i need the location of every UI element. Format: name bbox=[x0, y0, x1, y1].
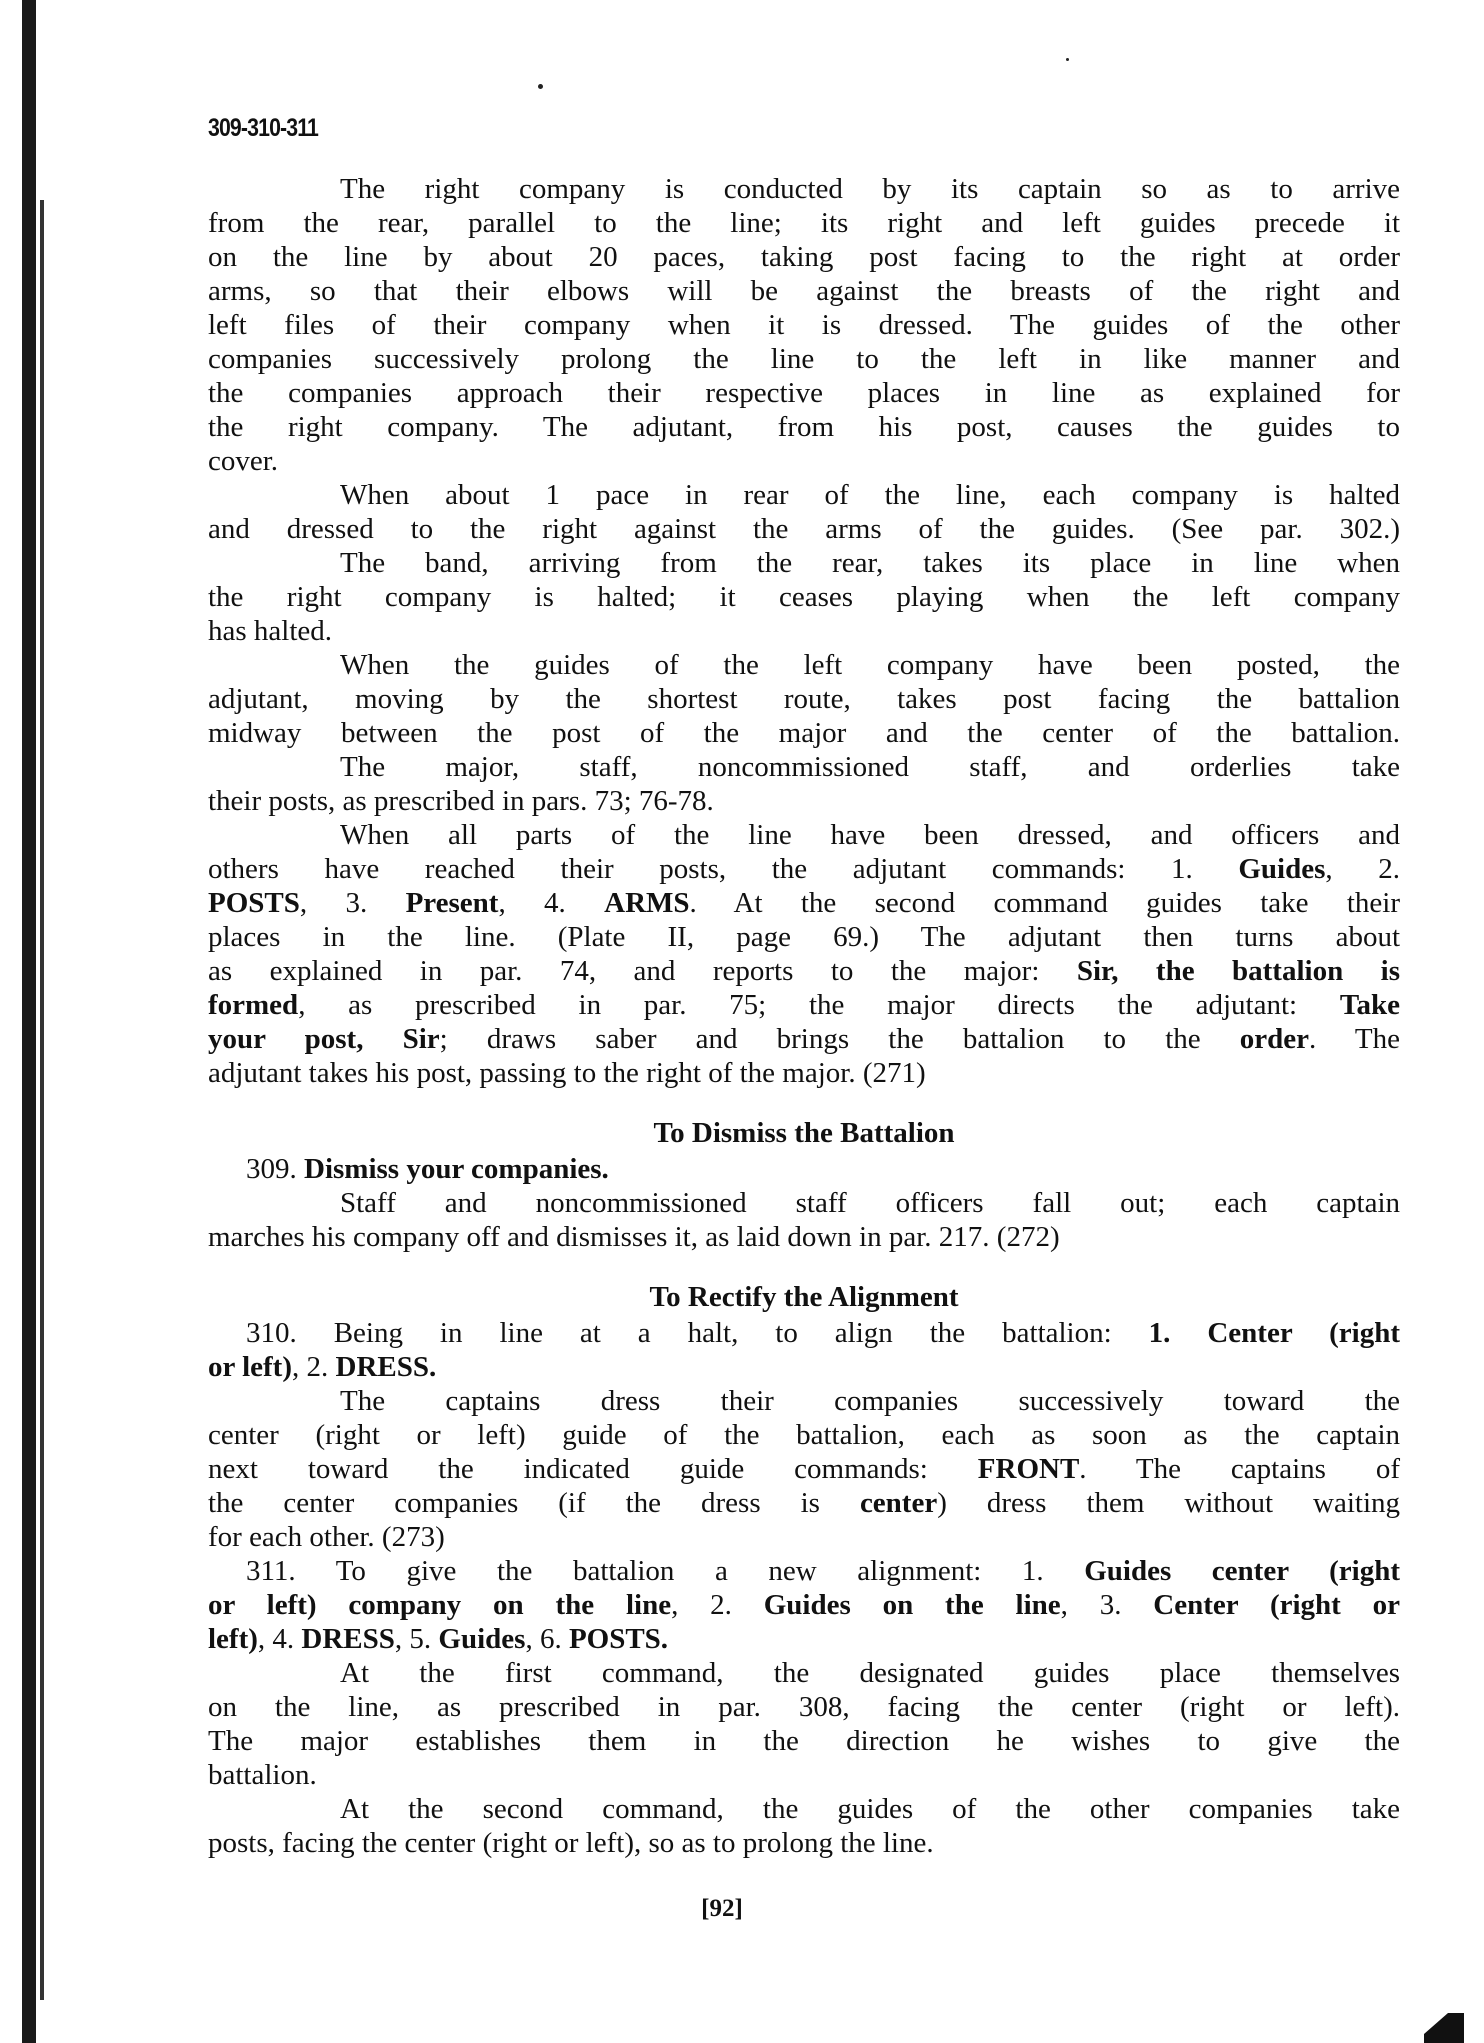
text-run: midway between the post of the major and the center of the battalion. bbox=[208, 717, 1400, 749]
bold-command-text: Dismiss your companies. bbox=[304, 1153, 609, 1185]
text-line bbox=[208, 784, 1400, 818]
text-run: on the line, as prescribed in par. 308, facing the center (right or left). bbox=[208, 1691, 1400, 1723]
text-line bbox=[208, 1826, 1400, 1860]
text-line bbox=[208, 274, 1400, 308]
text-run: adjutant takes his post, passing to the right of the major. (271) bbox=[208, 1057, 926, 1089]
text-run: ) dress them without waiting bbox=[937, 1487, 1401, 1519]
bold-command-text: Guides center (right bbox=[1084, 1555, 1400, 1587]
bold-command-text: order bbox=[1239, 1023, 1310, 1055]
bold-command-text: Present bbox=[405, 887, 499, 919]
scan-corner-mark bbox=[1424, 2013, 1464, 2043]
text-run: , 3. bbox=[1060, 1589, 1154, 1621]
bold-command-text: or left) bbox=[208, 1351, 292, 1383]
text-run: The major, staff, noncommissioned staff, and orderlies take bbox=[340, 751, 1400, 783]
text-run: The right company is conducted by its captain so as to arrive bbox=[340, 173, 1400, 205]
text-line bbox=[208, 1056, 1400, 1090]
text-run: others have reached their posts, the adjutant commands: 1. bbox=[208, 853, 1239, 885]
text-line bbox=[208, 954, 1400, 988]
bold-command-text: ARMS bbox=[604, 887, 690, 919]
text-run: the right company is halted; it ceases playing when the left company bbox=[208, 581, 1400, 613]
text-line bbox=[208, 886, 1400, 920]
text-run: The captains dress their companies successively toward the bbox=[340, 1385, 1400, 1417]
text-run: Staff and noncommissioned staff officers fall out; each captain bbox=[340, 1187, 1400, 1219]
scan-speck bbox=[538, 84, 543, 89]
text-line bbox=[208, 1316, 1400, 1350]
bold-command-text: left) bbox=[208, 1623, 258, 1655]
text-run: 310. Being in line at a halt, to align the battalion: bbox=[246, 1317, 1149, 1349]
bold-command-text: Guides on the line bbox=[763, 1589, 1061, 1621]
text-run: battalion. bbox=[208, 1759, 317, 1791]
text-run: 309. bbox=[246, 1153, 304, 1185]
text-run: The band, arriving from the rear, takes its place in line when bbox=[340, 547, 1400, 579]
bold-command-text: Sir, the battalion is bbox=[1076, 955, 1400, 987]
bold-command-text: DRESS bbox=[301, 1623, 395, 1655]
text-run: cover. bbox=[208, 445, 279, 477]
text-line bbox=[208, 852, 1400, 886]
text-line bbox=[208, 920, 1400, 954]
text-line bbox=[208, 1554, 1400, 1588]
text-line bbox=[208, 580, 1400, 614]
text-run: , 4. bbox=[257, 1623, 302, 1655]
text-line bbox=[208, 1384, 1400, 1418]
text-line bbox=[208, 308, 1400, 342]
text-run: To Rectify the Alignment bbox=[649, 1281, 959, 1313]
text-run: . The captains of bbox=[1079, 1453, 1400, 1485]
text-line bbox=[208, 614, 1400, 648]
text-line bbox=[208, 410, 1400, 444]
text-line bbox=[208, 818, 1400, 852]
scan-border bbox=[22, 0, 36, 2043]
page-footer bbox=[0, 1895, 1484, 1923]
bold-command-text: Center (right or bbox=[1153, 1589, 1401, 1621]
text-line bbox=[208, 1022, 1400, 1056]
text-run: To Dismiss the Battalion bbox=[653, 1117, 955, 1149]
text-line bbox=[208, 1622, 1400, 1656]
text-line bbox=[208, 1758, 1400, 1792]
text-run: At the second command, the guides of the other companies take bbox=[340, 1793, 1400, 1825]
bold-command-text: center bbox=[859, 1487, 938, 1519]
text-line bbox=[208, 1418, 1400, 1452]
text-line bbox=[208, 682, 1400, 716]
text-run: marches his company off and dismisses it, as laid down in par. 217. (272) bbox=[208, 1221, 1060, 1253]
text-line bbox=[208, 1220, 1400, 1254]
text-run: , 4. bbox=[498, 887, 605, 919]
text-run: next toward the indicated guide commands: bbox=[208, 1453, 978, 1485]
bold-command-text: POSTS bbox=[208, 887, 300, 919]
text-line bbox=[208, 1656, 1400, 1690]
bold-command-text: DRESS. bbox=[335, 1351, 437, 1383]
bold-command-text: POSTS. bbox=[568, 1623, 669, 1655]
text-line bbox=[208, 1350, 1400, 1384]
text-line bbox=[208, 1792, 1400, 1826]
text-line bbox=[208, 1588, 1400, 1622]
text-line bbox=[208, 1724, 1400, 1758]
text-run: companies successively prolong the line to the left in like manner and bbox=[208, 343, 1400, 375]
text-line bbox=[208, 342, 1400, 376]
text-run: , 5. bbox=[394, 1623, 439, 1655]
text-line bbox=[208, 376, 1400, 410]
text-run: as explained in par. 74, and reports to the major: bbox=[208, 955, 1077, 987]
text-run: At the first command, the designated guides place themselves bbox=[340, 1657, 1400, 1689]
text-line bbox=[208, 172, 1400, 206]
text-run: the center companies (if the dress is bbox=[208, 1487, 860, 1519]
scan-border-inner bbox=[40, 200, 44, 2000]
text-line bbox=[208, 512, 1400, 546]
bold-command-text: Guides bbox=[438, 1623, 526, 1655]
text-run: the companies approach their respective places in line as explained for bbox=[208, 377, 1400, 409]
text-line bbox=[208, 1486, 1400, 1520]
text-run: their posts, as prescribed in pars. 73; 76-78. bbox=[208, 785, 714, 817]
text-run: , 6. bbox=[525, 1623, 569, 1655]
page-number: [92] bbox=[701, 1895, 743, 1922]
text-run: arms, so that their elbows will be against the breasts of the right and bbox=[208, 275, 1400, 307]
text-run: posts, facing the center (right or left), so as to prolong the line. bbox=[208, 1827, 934, 1859]
text-line bbox=[208, 206, 1400, 240]
text-run: When about 1 pace in rear of the line, each company is halted bbox=[340, 479, 1400, 511]
text-line bbox=[208, 648, 1400, 682]
text-run: and dressed to the right against the arms of the guides. (See par. 302.) bbox=[208, 513, 1400, 545]
scan-speck bbox=[1066, 58, 1069, 61]
text-run: When all parts of the line have been dressed, and officers and bbox=[340, 819, 1400, 851]
text-run: , 2. bbox=[1325, 853, 1400, 885]
page-body bbox=[208, 172, 1400, 1860]
text-run: center (right or left) guide of the battalion, each as soon as the captain bbox=[208, 1419, 1400, 1451]
text-line bbox=[208, 716, 1400, 750]
text-line bbox=[208, 1152, 1400, 1186]
bold-command-text: FRONT bbox=[977, 1453, 1080, 1485]
text-line bbox=[208, 478, 1400, 512]
text-run: adjutant, moving by the shortest route, takes post facing the battalion bbox=[208, 683, 1400, 715]
bold-command-text: formed bbox=[208, 989, 299, 1021]
text-run: . The bbox=[1309, 1023, 1401, 1055]
text-run: the right company. The adjutant, from his post, causes the guides to bbox=[208, 411, 1400, 443]
text-line bbox=[208, 1452, 1400, 1486]
text-run: from the rear, parallel to the line; its right and left guides precede it bbox=[208, 207, 1400, 239]
text-run: , as prescribed in par. 75; the major directs the adjutant: bbox=[298, 989, 1340, 1021]
text-run: for each other. (273) bbox=[208, 1521, 445, 1553]
bold-command-text: your post, Sir bbox=[208, 1023, 440, 1055]
text-run: on the line by about 20 paces, taking post facing to the right at order bbox=[208, 241, 1400, 273]
text-run: places in the line. (Plate II, page 69.) The adjutant then turns about bbox=[208, 921, 1400, 953]
text-line bbox=[208, 240, 1400, 274]
text-run: has halted. bbox=[208, 615, 333, 647]
text-run: , 2. bbox=[292, 1351, 336, 1383]
text-line bbox=[208, 1690, 1400, 1724]
text-run: left files of their company when it is dressed. The guides of the other bbox=[208, 309, 1400, 341]
text-run: , 2. bbox=[671, 1589, 764, 1621]
text-line bbox=[208, 444, 1400, 478]
text-line bbox=[208, 750, 1400, 784]
text-run: The major establishes them in the direction he wishes to give the bbox=[208, 1725, 1400, 1757]
text-line bbox=[208, 1186, 1400, 1220]
text-run: When the guides of the left company have been posted, the bbox=[340, 649, 1400, 681]
text-run: ; draws saber and brings the battalion to the bbox=[439, 1023, 1240, 1055]
text-line bbox=[208, 546, 1400, 580]
text-run: , 3. bbox=[299, 887, 406, 919]
bold-command-text: Guides bbox=[1238, 853, 1326, 885]
text-run: 311. To give the battalion a new alignment: 1. bbox=[246, 1555, 1085, 1587]
text-line bbox=[208, 988, 1400, 1022]
paragraph-range-header: 309-310-311 bbox=[208, 114, 318, 142]
section-heading bbox=[208, 1280, 1400, 1314]
section-heading bbox=[208, 1116, 1400, 1150]
text-run: . At the second command guides take their bbox=[689, 887, 1401, 919]
bold-command-text: 1. Center (right bbox=[1148, 1317, 1400, 1349]
bold-command-text: or left) company on the line bbox=[208, 1589, 672, 1621]
bold-command-text: Take bbox=[1339, 989, 1400, 1021]
text-line bbox=[208, 1520, 1400, 1554]
